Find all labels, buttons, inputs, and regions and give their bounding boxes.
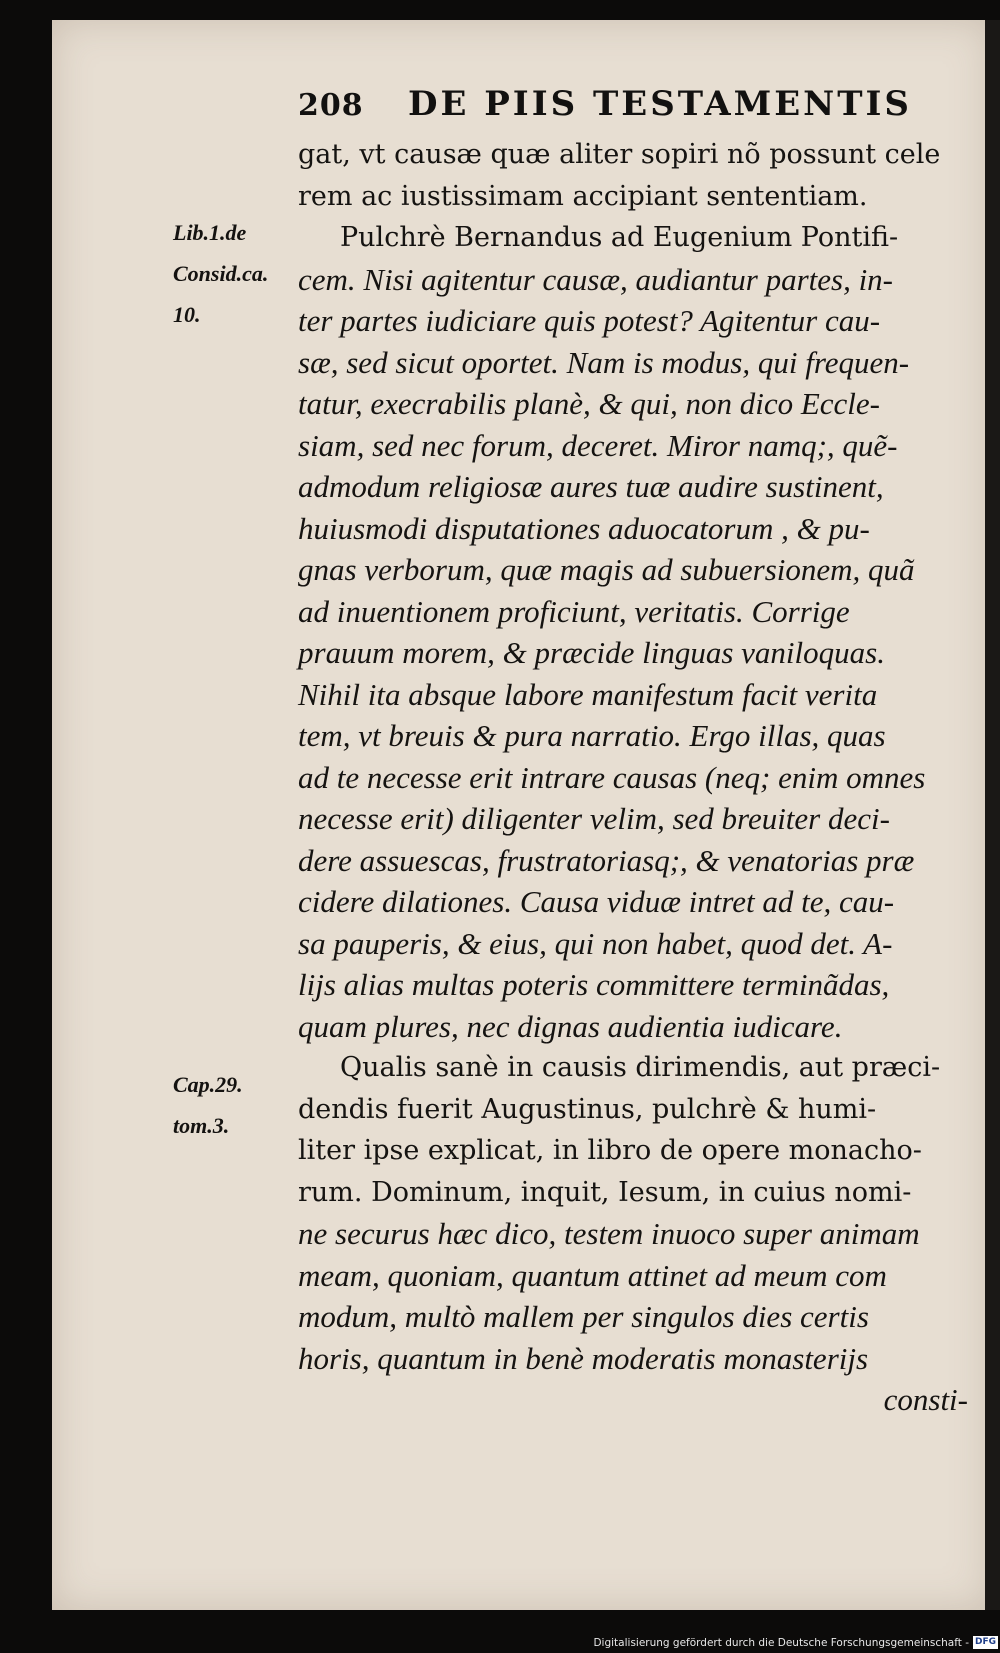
text-line: tatur, execrabilis planè, & qui, non dico Eccle- <box>298 386 880 421</box>
catchword: consti- <box>883 1382 968 1417</box>
text-line: prauum morem, & præcide linguas vaniloquas. <box>298 635 885 670</box>
text-line: gat, vt causæ quæ aliter sopiri nõ possunt cele <box>298 139 941 170</box>
marginal-note-line: Lib.1.de <box>173 220 247 245</box>
text-line: dere assuescas, frustratoriasq;, & venatorias præ <box>298 842 915 878</box>
dfg-logo-icon: DFG <box>974 1637 996 1647</box>
marginal-note-line: Cap.29. <box>173 1072 243 1097</box>
text-line: ter partes iudiciare quis potest? Agitentur cau- <box>298 303 881 338</box>
text-line: horis, quantum in benè moderatis monasterijs <box>298 1340 869 1376</box>
marginal-note-1 <box>173 212 293 335</box>
text-line: siam, sed nec forum, deceret. Miror namq;, quẽ- <box>298 427 898 463</box>
text-line: rem ac iustissimam accipiant sententiam. <box>298 180 868 212</box>
text-line: dendis fuerit Augustinus, pulchrè & humi- <box>298 1093 877 1125</box>
page-header <box>298 80 912 130</box>
text-line: quam plures, nec dignas audientia iudicare. <box>298 1008 843 1044</box>
text-line: cem. Nisi agitentur causæ, audiantur partes, in- <box>298 261 894 297</box>
text-line: huiusmodi disputationes aduocatorum , & pu- <box>298 510 870 546</box>
marginal-note-line: tom.3. <box>173 1113 230 1138</box>
text-line: ad inuentionem proficiunt, veritatis. Corrige <box>298 593 850 629</box>
marginal-note-line: Consid.ca. <box>173 261 269 286</box>
text-line: gnas verborum, quæ magis ad subuersionem, quã <box>298 552 915 587</box>
running-title: DE PIIS TESTAMENTIS <box>408 84 912 124</box>
text-line: cidere dilationes. Causa viduæ intret ad te, cau- <box>298 884 895 919</box>
text-line: meam, quoniam, quantum attinet ad meum com <box>298 1257 887 1293</box>
page-edge <box>985 20 1000 1610</box>
text-line: admodum religiosæ aures tuæ audire sustinent, <box>298 469 884 504</box>
text-line: necesse erit) diligenter velim, sed breuiter deci- <box>298 801 890 836</box>
text-line: lijs alias multas poteris committere terminãdas, <box>298 967 890 1002</box>
text-line: sæ, sed sicut oportet. Nam is modus, qui frequen- <box>298 344 910 380</box>
funding-credit: Digitalisierung gefördert durch die Deutsche Forschungsgemeinschaft - <box>593 1636 969 1649</box>
text-line: Nihil ita absque labore manifestum facit verita <box>298 676 878 712</box>
digitization-footer <box>593 1632 1000 1653</box>
body-text <box>298 134 978 1421</box>
text-line: rum. Dominum, inquit, Iesum, in cuius nomi- <box>298 1176 912 1208</box>
text-line: ne securus hæc dico, testem inuoco super animam <box>298 1216 920 1251</box>
marginal-note-line: 10. <box>173 302 201 327</box>
text-line: modum, multò mallem per singulos dies certis <box>298 1299 869 1334</box>
page-number: 208 <box>298 88 364 123</box>
text-line: liter ipse explicat, in libro de opere monacho- <box>298 1135 922 1166</box>
marginal-note-2 <box>173 1064 293 1146</box>
text-line: tem, vt breuis & pura narratio. Ergo illas, quas <box>298 718 886 753</box>
text-line: Pulchrè Bernandus ad Eugenium Pontifi- <box>340 222 899 253</box>
text-line: ad te necesse erit intrare causas (neq; enim omnes <box>298 759 926 795</box>
text-line: Qualis sanè in causis dirimendis, aut præci- <box>340 1052 941 1083</box>
text-line: sa pauperis, & eius, qui non habet, quod det. A- <box>298 925 893 961</box>
